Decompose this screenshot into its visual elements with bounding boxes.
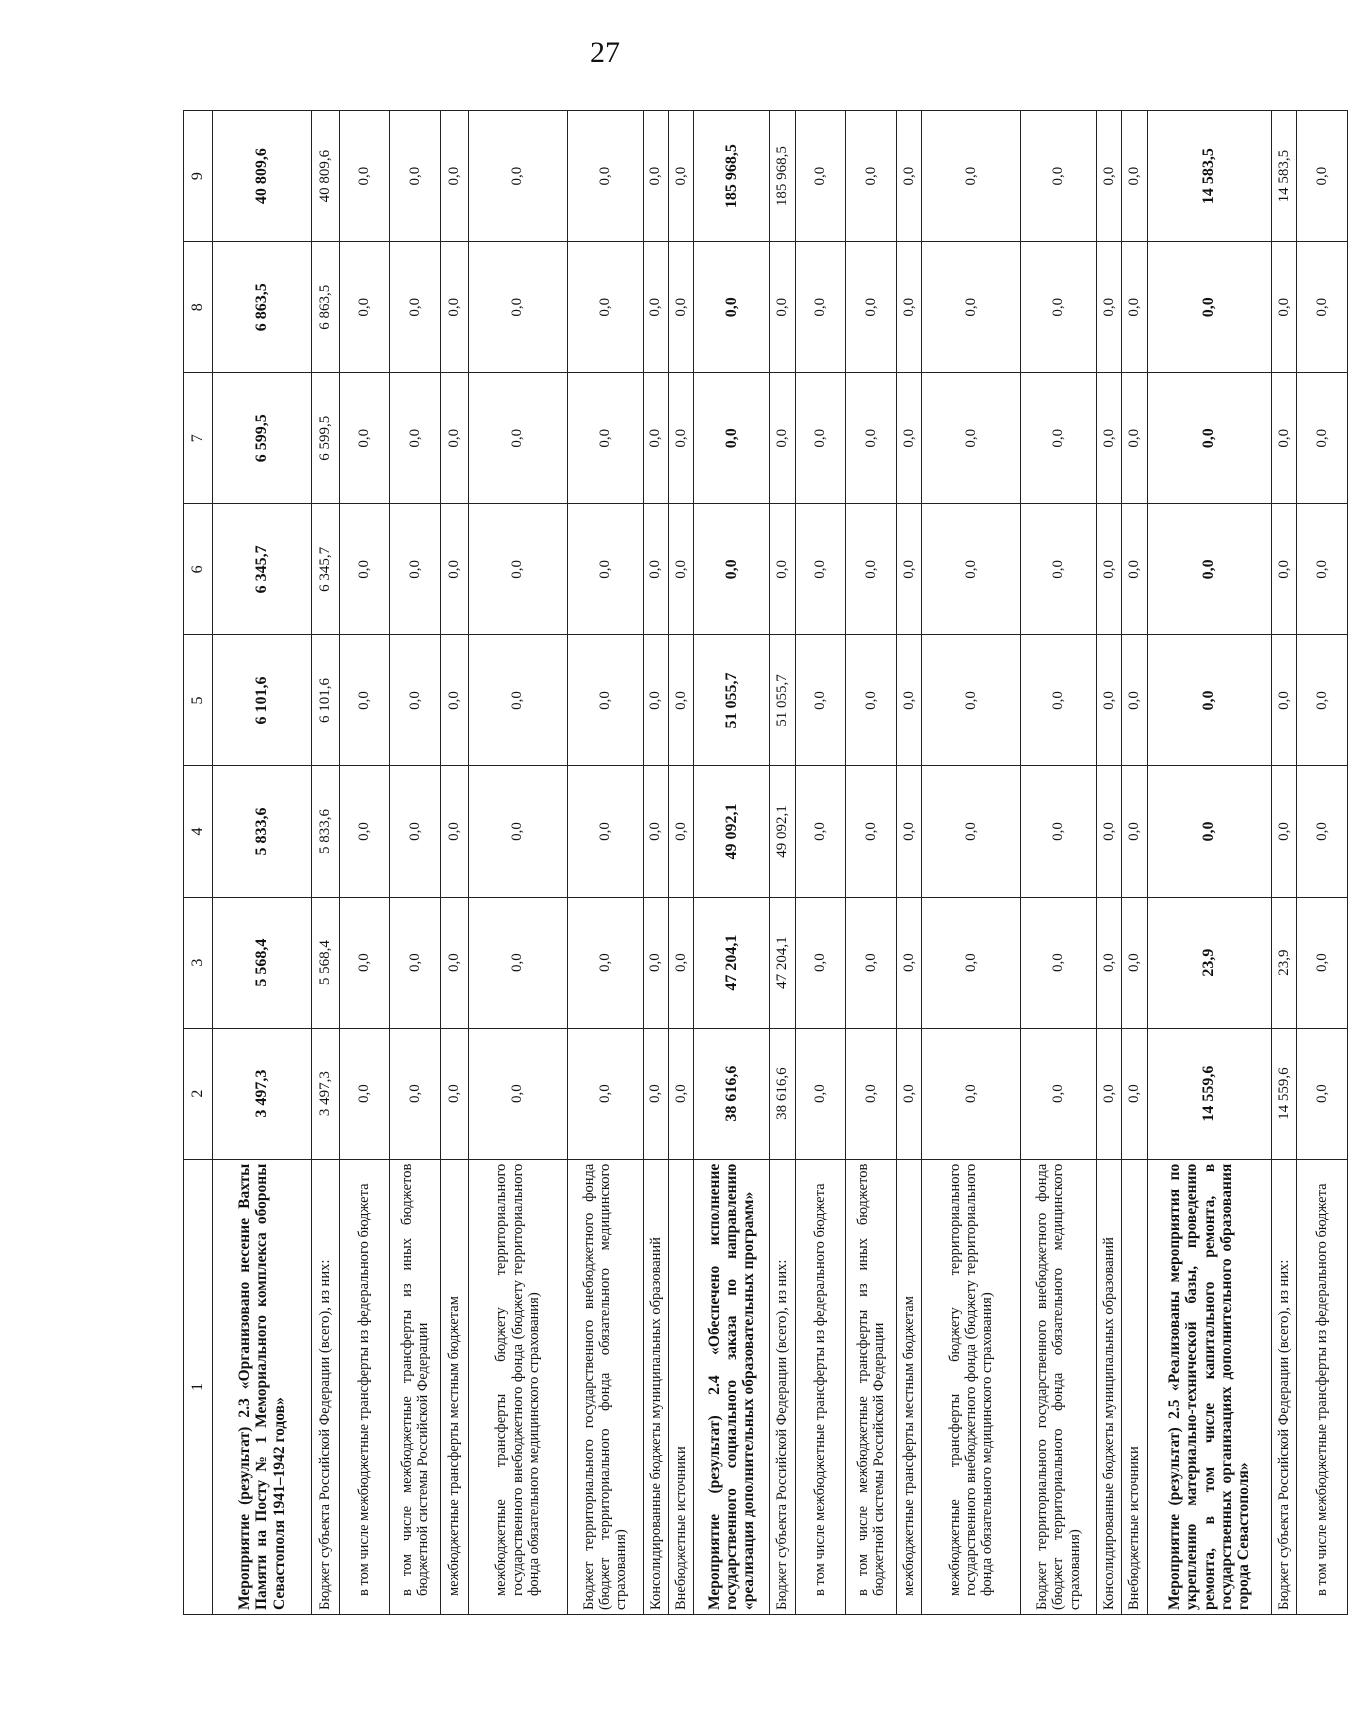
row-value-col-8: 0,0 <box>567 242 643 373</box>
row-value-col-5: 0,0 <box>922 635 1021 766</box>
row-value-col-3: 0,0 <box>390 897 441 1028</box>
row-value-col-8: 0,0 <box>770 242 795 373</box>
row-label: Внебюджетные источники <box>1122 1159 1147 1614</box>
row-value-col-7: 0,0 <box>643 373 668 504</box>
table-row <box>896 111 921 1615</box>
row-value-col-9: 0,0 <box>440 111 468 242</box>
row-value-col-2: 0,0 <box>1122 1028 1147 1159</box>
row-value-col-9: 0,0 <box>567 111 643 242</box>
column-header-5: 5 <box>184 635 213 766</box>
row-value-col-8: 0,0 <box>1297 242 1348 373</box>
row-value-col-7: 0,0 <box>896 373 921 504</box>
row-value-col-3: 0,0 <box>643 897 668 1028</box>
row-value-col-8: 0,0 <box>390 242 441 373</box>
row-value-col-2: 0,0 <box>846 1028 897 1159</box>
row-value-col-6: 0,0 <box>694 504 770 635</box>
page-number: 27 <box>590 36 620 69</box>
row-value-col-5: 0,0 <box>468 635 567 766</box>
row-value-col-8: 0,0 <box>468 242 567 373</box>
row-value-col-7: 6 599,5 <box>311 373 339 504</box>
row-value-col-8: 0,0 <box>1271 242 1296 373</box>
table-row <box>922 111 1021 1615</box>
row-value-col-9: 0,0 <box>846 111 897 242</box>
row-value-col-2: 0,0 <box>468 1028 567 1159</box>
row-value-col-8: 0,0 <box>795 242 846 373</box>
row-value-col-8: 6 863,5 <box>311 242 339 373</box>
row-value-col-4: 0,0 <box>390 766 441 897</box>
row-label: Бюджет территориального государственного внебюджетного фонда (бюджет территориального фонда обязательного медицинского страхования) <box>1021 1159 1097 1614</box>
table-row <box>770 111 795 1615</box>
row-value-col-3: 0,0 <box>1297 897 1348 1028</box>
row-value-col-9: 40 809,6 <box>213 111 312 242</box>
row-value-col-6: 0,0 <box>922 504 1021 635</box>
row-value-col-7: 0,0 <box>846 373 897 504</box>
row-value-col-7: 0,0 <box>1147 373 1271 504</box>
row-value-col-7: 0,0 <box>1271 373 1296 504</box>
row-value-col-6: 0,0 <box>1297 504 1348 635</box>
row-value-col-6: 0,0 <box>1097 504 1122 635</box>
row-value-col-2: 3 497,3 <box>213 1028 312 1159</box>
row-value-col-9: 185 968,5 <box>694 111 770 242</box>
row-label: межбюджетные трансферты бюджету территориального государственного внебюджетного фонда (бюджету территориального фонда обязательного медицинского страхования) <box>922 1159 1021 1614</box>
row-value-col-9: 0,0 <box>390 111 441 242</box>
table-row <box>694 111 770 1615</box>
row-value-col-4: 0,0 <box>468 766 567 897</box>
table-row <box>1271 111 1296 1615</box>
row-value-col-9: 14 583,5 <box>1271 111 1296 242</box>
table-row <box>390 111 441 1615</box>
column-header-9: 9 <box>184 111 213 242</box>
row-value-col-9: 0,0 <box>1122 111 1147 242</box>
row-value-col-5: 0,0 <box>339 635 390 766</box>
row-value-col-3: 0,0 <box>1122 897 1147 1028</box>
row-value-col-5: 0,0 <box>1297 635 1348 766</box>
row-value-col-4: 0,0 <box>339 766 390 897</box>
row-value-col-3: 47 204,1 <box>770 897 795 1028</box>
row-label: в том числе межбюджетные трансферты из федерального бюджета <box>795 1159 846 1614</box>
row-label: Внебюджетные источники <box>668 1159 693 1614</box>
row-value-col-8: 0,0 <box>694 242 770 373</box>
row-value-col-2: 0,0 <box>922 1028 1021 1159</box>
row-value-col-6: 6 345,7 <box>213 504 312 635</box>
table-row <box>1097 111 1122 1615</box>
row-value-col-4: 0,0 <box>1122 766 1147 897</box>
table-row <box>567 111 643 1615</box>
row-label: Мероприятие (результат) 2.4 «Обеспечено исполнение государственного социального заказа по направлению «реализация дополнительных образовательных программ» <box>694 1159 770 1614</box>
row-value-col-7: 0,0 <box>922 373 1021 504</box>
row-value-col-4: 0,0 <box>795 766 846 897</box>
row-value-col-4: 49 092,1 <box>694 766 770 897</box>
row-value-col-4: 0,0 <box>567 766 643 897</box>
row-value-col-5: 0,0 <box>846 635 897 766</box>
row-value-col-3: 0,0 <box>668 897 693 1028</box>
row-value-col-4: 0,0 <box>643 766 668 897</box>
row-value-col-6: 0,0 <box>846 504 897 635</box>
row-value-col-4: 0,0 <box>1021 766 1097 897</box>
row-value-col-7: 0,0 <box>567 373 643 504</box>
row-value-col-6: 6 345,7 <box>311 504 339 635</box>
row-value-col-3: 0,0 <box>567 897 643 1028</box>
row-value-col-4: 0,0 <box>1297 766 1348 897</box>
row-value-col-5: 0,0 <box>896 635 921 766</box>
table-row <box>1147 111 1271 1615</box>
row-value-col-2: 14 559,6 <box>1147 1028 1271 1159</box>
row-value-col-9: 0,0 <box>1021 111 1097 242</box>
row-label: Бюджет субъекта Российской Федерации (всего), из них: <box>1271 1159 1296 1614</box>
row-value-col-4: 0,0 <box>896 766 921 897</box>
row-value-col-2: 38 616,6 <box>770 1028 795 1159</box>
table-row <box>468 111 567 1615</box>
row-label: Мероприятие (результат) 2.5 «Реализованы мероприятия по укреплению материально-технической базы, проведению ремонта, в том числе капитального ремонта, в государственных организациях дополнительного образования города Севастополя» <box>1147 1159 1271 1614</box>
row-value-col-5: 0,0 <box>643 635 668 766</box>
row-value-col-9: 0,0 <box>668 111 693 242</box>
row-value-col-3: 0,0 <box>795 897 846 1028</box>
row-value-col-6: 0,0 <box>1122 504 1147 635</box>
table-row <box>339 111 390 1615</box>
table-row <box>213 111 312 1615</box>
row-value-col-2: 0,0 <box>643 1028 668 1159</box>
row-value-col-7: 0,0 <box>1097 373 1122 504</box>
row-value-col-8: 0,0 <box>896 242 921 373</box>
row-value-col-4: 0,0 <box>668 766 693 897</box>
row-label: в том числе межбюджетные трансферты из федерального бюджета <box>1297 1159 1348 1614</box>
row-value-col-8: 0,0 <box>668 242 693 373</box>
row-value-col-2: 0,0 <box>668 1028 693 1159</box>
row-value-col-9: 0,0 <box>896 111 921 242</box>
row-value-col-5: 0,0 <box>440 635 468 766</box>
row-value-col-7: 0,0 <box>440 373 468 504</box>
row-label: Бюджет субъекта Российской Федерации (всего), из них: <box>311 1159 339 1614</box>
row-value-col-3: 23,9 <box>1147 897 1271 1028</box>
row-value-col-7: 0,0 <box>468 373 567 504</box>
row-value-col-8: 0,0 <box>339 242 390 373</box>
row-label: Консолидированные бюджеты муниципальных образований <box>643 1159 668 1614</box>
row-value-col-5: 0,0 <box>668 635 693 766</box>
row-label: межбюджетные трансферты местным бюджетам <box>896 1159 921 1614</box>
row-value-col-7: 0,0 <box>390 373 441 504</box>
row-value-col-7: 0,0 <box>668 373 693 504</box>
row-value-col-6: 0,0 <box>390 504 441 635</box>
table-body <box>213 111 1348 1615</box>
row-value-col-6: 0,0 <box>468 504 567 635</box>
row-value-col-6: 0,0 <box>1271 504 1296 635</box>
row-value-col-3: 0,0 <box>339 897 390 1028</box>
row-value-col-2: 14 559,6 <box>1271 1028 1296 1159</box>
row-value-col-3: 5 568,4 <box>213 897 312 1028</box>
row-value-col-2: 0,0 <box>440 1028 468 1159</box>
row-value-col-5: 0,0 <box>567 635 643 766</box>
row-label: межбюджетные трансферты местным бюджетам <box>440 1159 468 1614</box>
row-value-col-4: 49 092,1 <box>770 766 795 897</box>
row-value-col-6: 0,0 <box>1147 504 1271 635</box>
row-value-col-5: 0,0 <box>1097 635 1122 766</box>
row-value-col-2: 0,0 <box>1097 1028 1122 1159</box>
row-value-col-2: 3 497,3 <box>311 1028 339 1159</box>
row-value-col-3: 0,0 <box>896 897 921 1028</box>
row-value-col-6: 0,0 <box>440 504 468 635</box>
row-value-col-2: 0,0 <box>1021 1028 1097 1159</box>
column-header-3: 3 <box>184 897 213 1028</box>
column-header-6: 6 <box>184 504 213 635</box>
row-value-col-8: 0,0 <box>643 242 668 373</box>
rotated-table-container <box>183 110 1348 1615</box>
row-value-col-2: 0,0 <box>896 1028 921 1159</box>
table-row <box>668 111 693 1615</box>
row-value-col-5: 0,0 <box>795 635 846 766</box>
row-value-col-5: 6 101,6 <box>311 635 339 766</box>
row-label: Бюджет субъекта Российской Федерации (всего), из них: <box>770 1159 795 1614</box>
row-value-col-2: 0,0 <box>390 1028 441 1159</box>
row-value-col-9: 0,0 <box>922 111 1021 242</box>
column-header-4: 4 <box>184 766 213 897</box>
row-value-col-5: 6 101,6 <box>213 635 312 766</box>
row-value-col-9: 185 968,5 <box>770 111 795 242</box>
row-value-col-8: 6 863,5 <box>213 242 312 373</box>
row-label: межбюджетные трансферты бюджету территориального государственного внебюджетного фонда (бюджету территориального фонда обязательного медицинского страхования) <box>468 1159 567 1614</box>
column-header-2: 2 <box>184 1028 213 1159</box>
table-row <box>1021 111 1097 1615</box>
row-value-col-3: 5 568,4 <box>311 897 339 1028</box>
column-header-1: 1 <box>184 1159 213 1614</box>
budget-table <box>183 110 1348 1615</box>
row-value-col-2: 0,0 <box>339 1028 390 1159</box>
row-value-col-9: 0,0 <box>643 111 668 242</box>
row-value-col-9: 0,0 <box>1097 111 1122 242</box>
row-value-col-9: 0,0 <box>1297 111 1348 242</box>
row-value-col-7: 0,0 <box>1297 373 1348 504</box>
row-value-col-8: 0,0 <box>440 242 468 373</box>
row-value-col-6: 0,0 <box>1021 504 1097 635</box>
row-value-col-5: 0,0 <box>1122 635 1147 766</box>
row-value-col-8: 0,0 <box>1122 242 1147 373</box>
table-row <box>440 111 468 1615</box>
row-value-col-4: 5 833,6 <box>311 766 339 897</box>
row-value-col-9: 0,0 <box>795 111 846 242</box>
row-value-col-6: 0,0 <box>643 504 668 635</box>
row-value-col-3: 0,0 <box>922 897 1021 1028</box>
row-value-col-9: 14 583,5 <box>1147 111 1271 242</box>
row-value-col-7: 0,0 <box>1021 373 1097 504</box>
row-value-col-5: 0,0 <box>1021 635 1097 766</box>
column-header-7: 7 <box>184 373 213 504</box>
row-label: Бюджет территориального государственного внебюджетного фонда (бюджет территориального фонда обязательного медицинского страхования) <box>567 1159 643 1614</box>
row-value-col-5: 0,0 <box>1147 635 1271 766</box>
table-row <box>1122 111 1147 1615</box>
row-value-col-3: 0,0 <box>468 897 567 1028</box>
row-value-col-6: 0,0 <box>795 504 846 635</box>
row-value-col-2: 38 616,6 <box>694 1028 770 1159</box>
row-value-col-3: 47 204,1 <box>694 897 770 1028</box>
table-row <box>846 111 897 1615</box>
table-row <box>643 111 668 1615</box>
row-value-col-9: 0,0 <box>339 111 390 242</box>
row-value-col-8: 0,0 <box>1097 242 1122 373</box>
row-value-col-6: 0,0 <box>668 504 693 635</box>
row-value-col-4: 0,0 <box>440 766 468 897</box>
row-value-col-5: 0,0 <box>1271 635 1296 766</box>
row-value-col-3: 0,0 <box>440 897 468 1028</box>
row-value-col-5: 51 055,7 <box>694 635 770 766</box>
row-label: в том числе межбюджетные трансферты из иных бюджетов бюджетной системы Российской Федерации <box>846 1159 897 1614</box>
table-row <box>311 111 339 1615</box>
row-value-col-4: 5 833,6 <box>213 766 312 897</box>
column-header-8: 8 <box>184 242 213 373</box>
row-value-col-7: 6 599,5 <box>213 373 312 504</box>
row-value-col-4: 0,0 <box>1147 766 1271 897</box>
row-value-col-4: 0,0 <box>846 766 897 897</box>
row-label: в том числе межбюджетные трансферты из федерального бюджета <box>339 1159 390 1614</box>
row-value-col-9: 40 809,6 <box>311 111 339 242</box>
row-value-col-6: 0,0 <box>896 504 921 635</box>
row-value-col-6: 0,0 <box>770 504 795 635</box>
row-value-col-8: 0,0 <box>846 242 897 373</box>
row-value-col-3: 0,0 <box>846 897 897 1028</box>
row-value-col-2: 0,0 <box>1297 1028 1348 1159</box>
row-value-col-7: 0,0 <box>795 373 846 504</box>
row-value-col-6: 0,0 <box>339 504 390 635</box>
row-value-col-9: 0,0 <box>468 111 567 242</box>
row-value-col-7: 0,0 <box>770 373 795 504</box>
row-value-col-7: 0,0 <box>339 373 390 504</box>
row-value-col-8: 0,0 <box>1147 242 1271 373</box>
row-value-col-7: 0,0 <box>694 373 770 504</box>
row-label: в том числе межбюджетные трансферты из иных бюджетов бюджетной системы Российской Федерации <box>390 1159 441 1614</box>
row-label: Консолидированные бюджеты муниципальных образований <box>1097 1159 1122 1614</box>
row-value-col-5: 0,0 <box>390 635 441 766</box>
row-value-col-7: 0,0 <box>1122 373 1147 504</box>
row-value-col-4: 0,0 <box>922 766 1021 897</box>
table-row <box>1297 111 1348 1615</box>
row-value-col-8: 0,0 <box>1021 242 1097 373</box>
row-value-col-3: 0,0 <box>1097 897 1122 1028</box>
row-value-col-4: 0,0 <box>1097 766 1122 897</box>
table-header-row <box>184 111 213 1615</box>
table-row <box>795 111 846 1615</box>
row-value-col-3: 23,9 <box>1271 897 1296 1028</box>
row-value-col-2: 0,0 <box>795 1028 846 1159</box>
row-value-col-5: 51 055,7 <box>770 635 795 766</box>
row-value-col-6: 0,0 <box>567 504 643 635</box>
row-label: Мероприятие (результат) 2.3 «Организовано несение Вахты Памяти на Посту № 1 Мемориального комплекса обороны Севастополя 1941–1942 годов» <box>213 1159 312 1614</box>
row-value-col-8: 0,0 <box>922 242 1021 373</box>
row-value-col-4: 0,0 <box>1271 766 1296 897</box>
row-value-col-2: 0,0 <box>567 1028 643 1159</box>
row-value-col-3: 0,0 <box>1021 897 1097 1028</box>
